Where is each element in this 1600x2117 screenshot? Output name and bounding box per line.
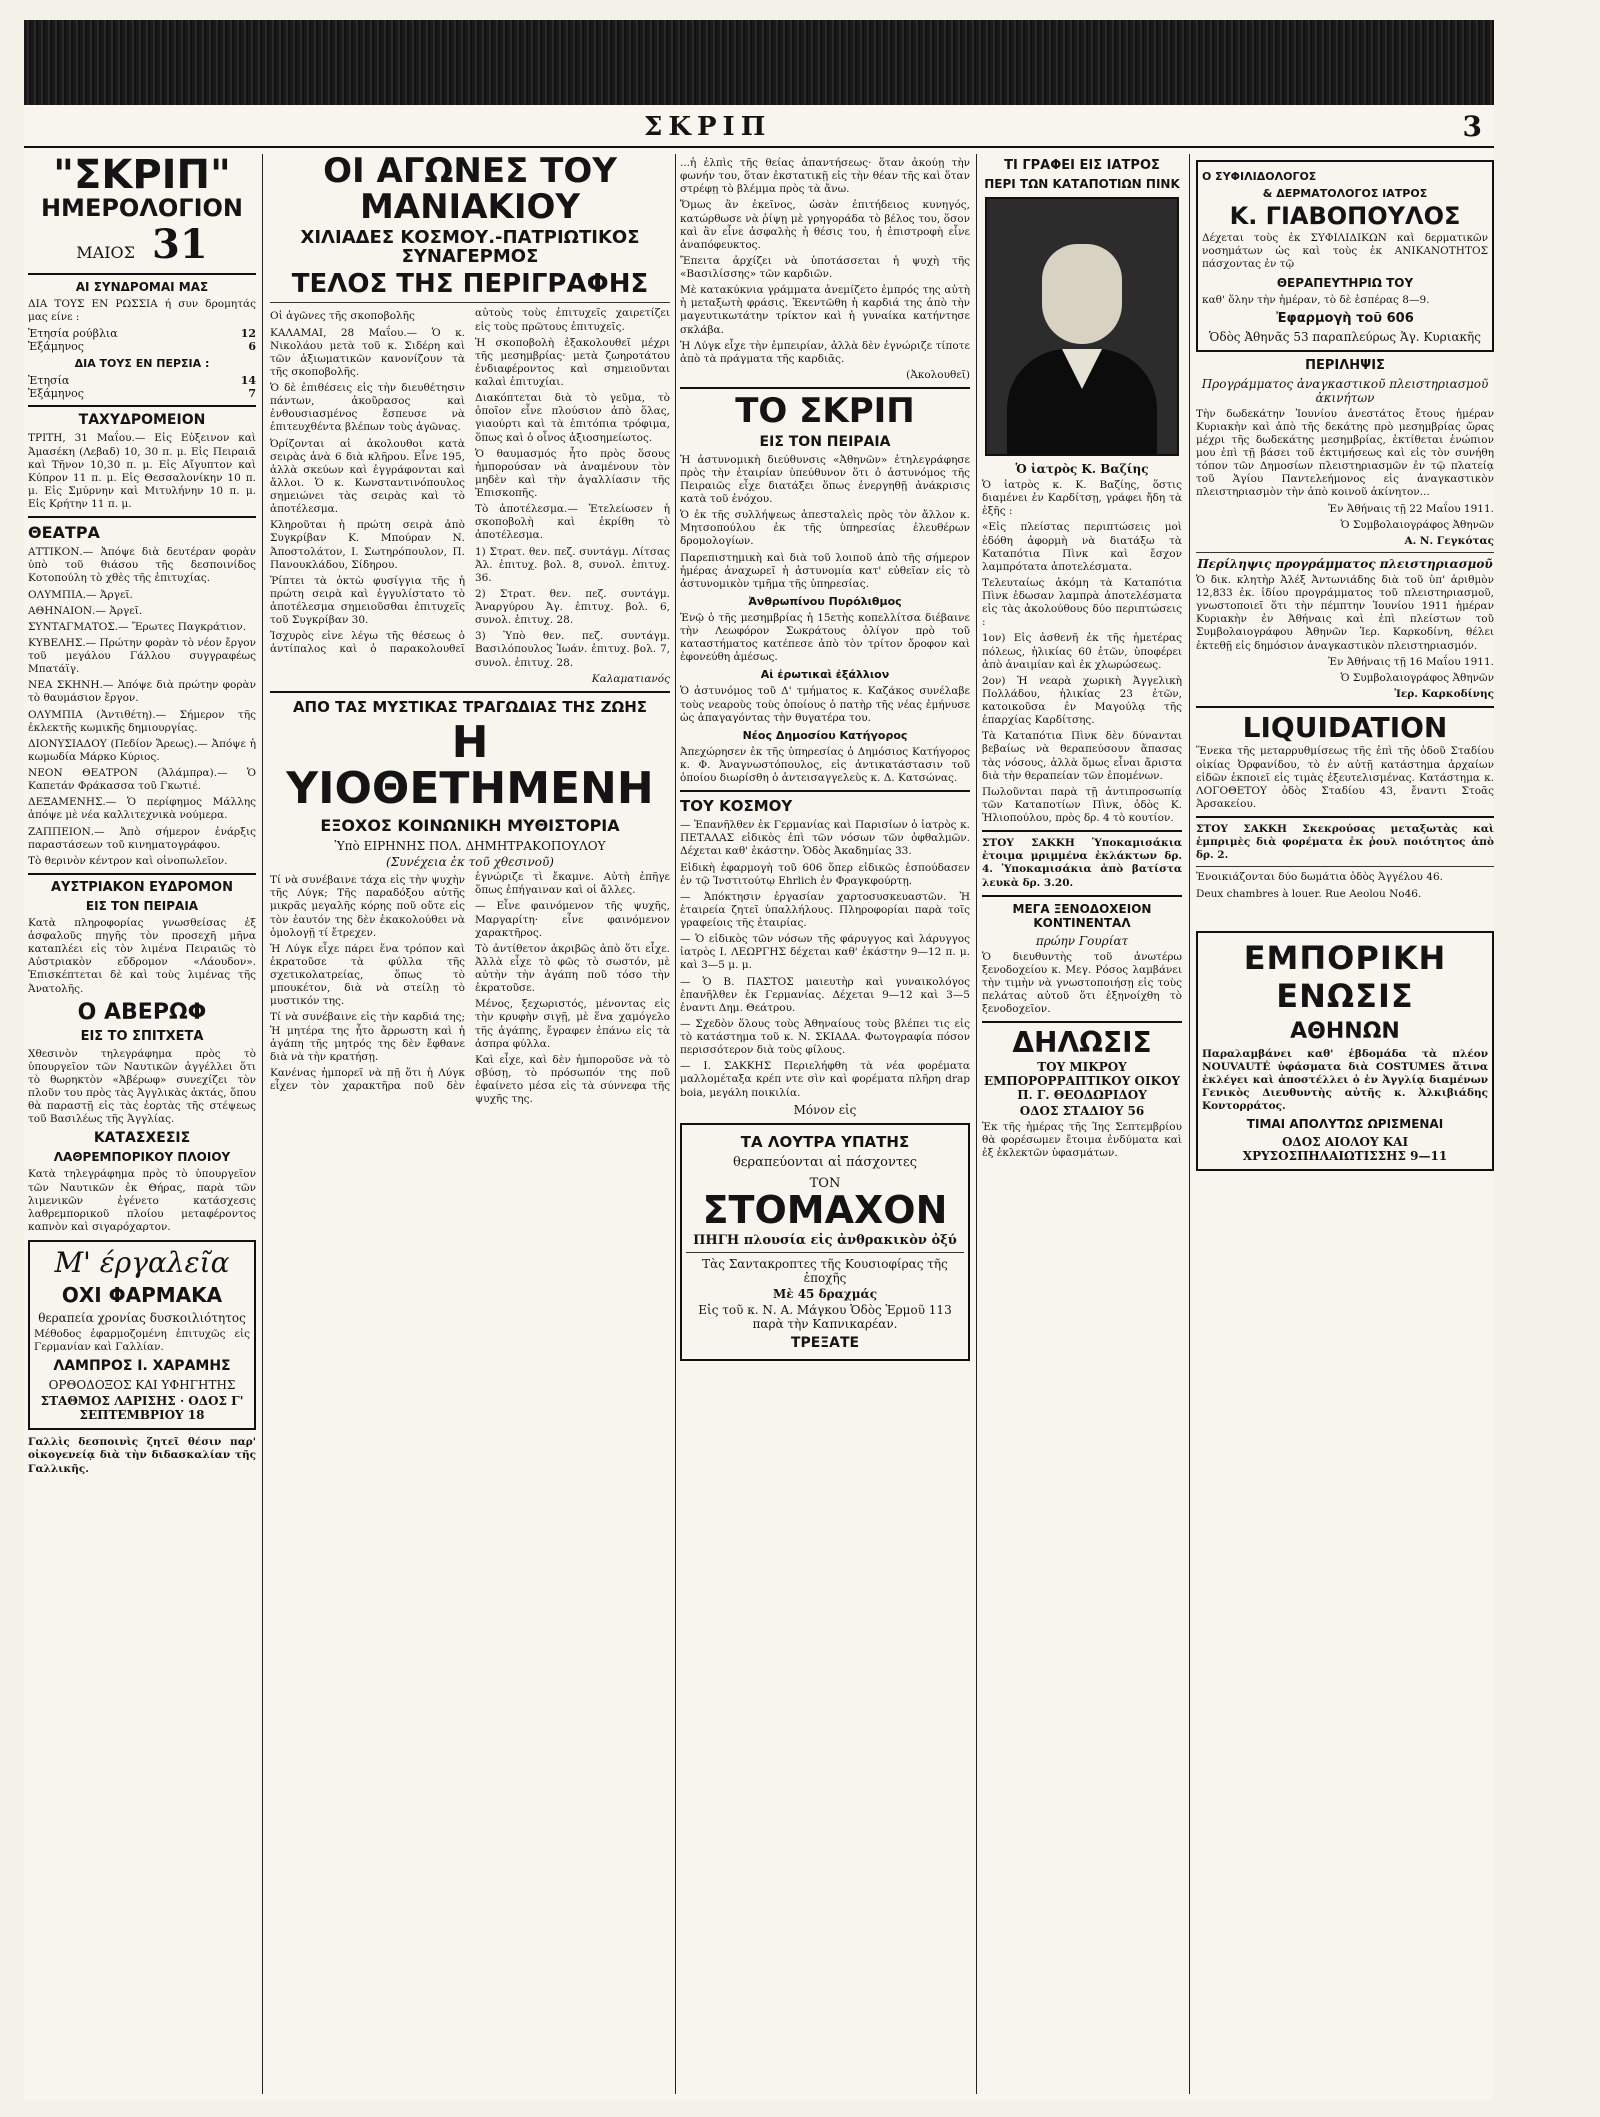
- theatre-item: ΚΥΒΕΛΗΣ.— Πρώτην φορὰν τὸ νέον ἔργον τοῦ μεγάλου Γάλλου συγγραφέως Μπατάϊγ.: [28, 636, 256, 676]
- subscriptions-intro: ΔΙΑ ΤΟΥΣ ΕΝ ΡΩΣΣΙΑ ή συν δρομητάς μας είνε :: [28, 298, 256, 324]
- story-body: [270, 871, 670, 1106]
- ad-role: ΟΡΘΟΔΟΞΟΣ ΚΑΙ ΥΦΗΓΗΤΗΣ: [48, 1378, 236, 1393]
- foreign-heading: ΔΙΑ ΤΟΥΣ ΕΝ ΠΕΡΣΙΑ :: [74, 357, 210, 371]
- sakki-ad-2: ΣΤΟΥ ΣΑΚΚΗ Σκεκρούσας μεταξωτὰς καὶ ἐμπριμὲς διὰ φορέματα ἐκ ῥουλ ποιότητος ἀπὸ δρ. 2.: [1196, 823, 1494, 862]
- article-paragraph: Ὁ δὲ ἐπιθέσεις εἰς τὴν διευθέτησιν πάντων, ἀκοῦρασος καὶ ἐνθουσιασμένος ἔσπευσε νὰ ἐπιτευχθέντα βλέπων τοὺς ἀγῶνας.: [270, 382, 465, 434]
- perilipsis-sign: Ὁ Συμβολαιογράφος Ἀθηνῶν: [1340, 518, 1494, 531]
- post-heading: ΤΑΧΥΔΡΟΜΕΙΟΝ: [78, 412, 206, 429]
- second-text: Ὁ δικ. κλητὴρ Ἀλέξ Ἀντωνιάδης διὰ τοῦ ὑπ' ἀριθμὸν 12,833 ἐκ. ἰδίου προγράμματος τοῦ πλειστηριασμοῦ, γνωστοποιεῖ ὅτι τὴν πέμπτην Ἰουνίου 1911 ἡμέραν Κυριακὴν ἐν Ἀθήναις καὶ ἐπὶ πλείστων τοῦ Συμβολαιογράφου Ἀθηνῶν Ἱερ. Καρκοδίνη, θέλει ἐκτεθῇ εἰς δημόσιον ἀναγκαστικὸν πλειστηριασμόν.: [1196, 573, 1494, 652]
- world-paragraph: — Ἐπανῆλθεν ἐκ Γερμανίας καὶ Παρισίων ὁ ἰατρὸς κ. ΠΕΤΑΛΑΣ εἰδικὸς ἐπὶ τῶν νόσων τῶν ὀφθαλμῶν. Δέχεται καθ' ἑκάστην. Ὁδὸς Ἀκαδημίας 33.: [680, 819, 970, 858]
- column-rule-4: [1189, 154, 1190, 2094]
- newspaper-name: ΣΚΡΙΠ: [644, 112, 772, 142]
- main-subhead-2: ΤΕΛΟΣ ΤΗΣ ΠΕΡΙΓΡΑΦΗΣ: [291, 269, 649, 300]
- doctor-portrait: [985, 197, 1179, 456]
- ad-line2: θεραπεία χρονίας δυσκοιλιότητος: [38, 1311, 246, 1326]
- sub-heading-3: Νέος Δημοσίου Κατήγορος: [742, 728, 908, 742]
- continuation-paragraph: Ἡ Λύγκ εἶχε τὴν ἐμπειρίαν, ἀλλὰ δὲν ἐγνώριζε τίποτε ἀπὸ τὰ πράγματα τῆς καρδιᾶς.: [680, 339, 970, 365]
- hotel-sub: πρώην Γουρίατ: [1035, 933, 1129, 948]
- ad-baths-big: ΣΤΟΜΑΧΟΝ: [702, 1187, 948, 1232]
- pink-paragraph: Τὰ Καταπότια Πὶνκ δὲν δύνανται βεβαίως νὰ θεραπεύσουν ἅπασας τὰς νόσους, ἀλλὰ ὅμως εἶναι ἄριστα διὰ τὴν θεραπείαν τῶν ἐπομένων.: [982, 730, 1182, 782]
- ad-baths-big-line: [686, 1172, 964, 1231]
- theatre-item: ΑΤΤΙΚΟΝ.— Ἀπόψε διὰ δευτέραν φορὰν ὑπὸ τοῦ θιάσου τῆς δεσποινίδος Κοτοπούλη τὸ χθὲς τῆς ἐπιτυχίας.: [28, 546, 256, 585]
- world-paragraph: Εἰδικὴ ἐφαρμογὴ τοῦ 606 ὅπερ εἰδικῶς ἐσπούδασεν ἐν τῷ Ἰνστιτούτῳ Ehrlich ἐν Φραγκφούρτῃ.: [680, 861, 970, 887]
- ad-baths-line5: Εἰς τοῦ κ. Ν. Α. Μάγκου Ὁδὸς Ἑρμοῦ 113 παρὰ τὴν Καπνικαρέαν.: [698, 1302, 952, 1331]
- article-paragraph: Ἰσχυρὸς εἰνε λέγω τῆς θέσεως ὁ ἀντίπαλος καὶ ὁ παρακολουθεῖ αὐτοὺς τοὺς ἐπιτυχεῖς χαιρετίζει εἰς τοὺς πρῶτους ἐπιτυχεῖς.: [270, 307, 670, 656]
- dilosis-sub: ΤΟΥ ΜΙΚΡΟΥ ΕΜΠΟΡΟΡΡΑΠΤΙΚΟΥ ΟΙΚΟΥ Π. Γ. ΘΕΟΔΩΡΙΔΟΥ: [983, 1059, 1181, 1102]
- row-label: Ἐτησία ρούβλια: [28, 327, 118, 341]
- ad-address: ΣΤΑΘΜΟΣ ΛΑΡΙΣΗΣ · ΟΔΟΣ Γ' ΣΕΠΤΕΜΒΡΙΟΥ 18: [40, 1394, 244, 1423]
- theatre-item: ΟΛΥΜΠΙΑ.— Ἀργεῖ.: [28, 588, 133, 601]
- liquidation-text: Ἕνεκα τῆς μεταρρυθμίσεως τῆς ἐπὶ τῆς ὁδοῦ Σταδίου οἰκίας Ὀρφανίδου, τὸ ἐν αὐτῇ κατάστημα ἀρχαίων εἰδῶν ἐκποιεῖ εἰς τιμὰς ἐξευτελισμένας. Κατάστημα κ. ΛΟΓΟΘΕΤΟΥ ὁδὸς Σταδίου 43, ἔναντι Στοᾶς Ἀρσακείου.: [1196, 745, 1494, 810]
- world-heading: ΤΟΥ ΚΟΣΜΟΥ: [680, 797, 793, 816]
- ad-baths-line1: θεραπεύονται αἱ πάσχοντες: [732, 1154, 918, 1170]
- world-paragraph: — Ι. ΣΑΚΚΗΣ Περιελήφθη τὰ νέα φορέματα μαλλομέταξα κρέπ ντε σὶν καὶ φορέματα πλῆρη drap boia, μεγάλη ποικιλία.: [680, 1060, 970, 1099]
- piraeus-body: [680, 454, 970, 591]
- ship2-text: Χθεσινὸν τηλεγράφημα πρὸς τὸ ὑπουργεῖον τῶν Ναυτικῶν ἀγγέλλει ὅτι τὸ θωρηκτὸν «Ἀβέρωφ» συνεχίζει τὸν πλοῦν του πρὸς τὰς Ἀγγλικὰς ἀκτάς, ὅπου θὰ παραστῇ εἰς τὰς ἑορτὰς τῆς στέψεως τοῦ Βασιλέως τῆς Ἀγγλίας.: [28, 1047, 256, 1126]
- ad-title: Μ' έργαλεῖα: [54, 1246, 230, 1280]
- world-body: [680, 819, 970, 1100]
- subscription-row: [28, 327, 256, 340]
- article-signature: Καλαματιανός: [591, 672, 670, 685]
- calendar-subtitle: ΗΜΕΡΟΛΟΓΙΟΝ: [40, 194, 244, 222]
- perilipsis-name: Α. Ν. Γεγκότας: [1404, 534, 1494, 547]
- ad-text: Μέθοδος ἐφαρμοζομένη ἐπιτυχῶς εἰς Γερμανίαν καὶ Γαλλίαν.: [34, 1328, 250, 1354]
- theatre-item: ΔΙΟΝΥΣΙΑΔΟΥ (Πεδίον Ἄρεως).— Ἀπόψε ἡ κωμωδία Μάρκο Κύριος.: [28, 737, 256, 763]
- ship3-heading: ΚΑΤΑΣΧΕΣΙΣ: [93, 1130, 191, 1147]
- theatre-item: ΝΕΟΝ ΘΕΑΤΡΟΝ (Ἀλάμπρα).— Ὁ Καπετάν Φράκασσα τοῦ Γκωτιέ.: [28, 767, 256, 793]
- syph-hours: καθ' ὅλην τὴν ἡμέραν, τὸ δὲ ἑσπέρας 8—9.: [1202, 293, 1430, 306]
- story-author: Ὑπὸ ΕΙΡΗΝΗΣ ΠΟΛ. ΔΗΜΗΤΡΑΚΟΠΟΥΛΟΥ: [334, 839, 606, 854]
- column-4: [982, 154, 1182, 2094]
- story-continuation: [680, 157, 970, 366]
- theatre-list: [28, 546, 256, 868]
- continuation-paragraph: Μὲ κατακύκνια γράμματα ἀνεμίζετο ἐμπρός της αὐτὴ ἡ μεταξωτὴ φράσις. Ἐκεντῶθη ἡ καρδιά της ἀπὸ τὴν μαγευτικωτάτην τρίκτον καὶ ἡ γυναίκα κατήντησε σκλάβα.: [680, 284, 970, 336]
- subscriptions-heading: ΑΙ ΣΥΝΔΡΟΜΑΙ ΜΑΣ: [75, 280, 209, 295]
- portrait-caption: Ὁ ἰατρὸς Κ. Βαζίης: [1015, 462, 1149, 476]
- ship3-text: Κατὰ τηλεγράφημα πρὸς τὸ ὑπουργεῖον τῶν Ναυτικῶν ἐκ Θήρας, παρὰ τῶν λιμενικῶν ἐγένετο κατάσχεσις λαθρεμπορικοῦ πλοίου μεταφέροντος καπνὸν καὶ σιγαρόχαρτον.: [28, 1168, 256, 1233]
- pink-paragraph: 2ον) Ἡ νεαρὰ χωρικὴ Ἀγγελικὴ Πολλάδου, ἡλικίας 23 ἐτῶν, κατοικοῦσα ἐν Μαγούλᾳ τῆς ἐπαρχίας Καρδίτσης.: [982, 674, 1182, 727]
- story-paragraph: Τί νὰ συνέβαινε τάχα εἰς τὴν ψυχὴν τῆς Λύγκ; Τῆς παραδόξου αὐτῆς μικρᾶς μεγαλῆς κόρης ποῦ οὔτε εἰς τὸν ἑαυτόν της δὲν ἐκακολούθει νὰ ὁμολογῇ τί ἔτρεχεν.: [270, 874, 465, 939]
- row-label: Ἑξάμηνος: [28, 340, 84, 354]
- calendar-date: [28, 221, 256, 268]
- syph-text: Δέχεται τοὺς ἐκ ΣΥΦΙΛΙΔΙΚΩΝ καὶ δερματικῶν νοσημάτων ὡς καὶ τοὺς ἐκ ΑΝΙΚΑΝΟΤΗΤΟΣ πάσχοντας ἐν τῷ: [1202, 232, 1488, 271]
- para-1: Ἐνῷ ὁ τῆς μεσημβρίας ἡ 15ετὴς κοπελλίτσα διέβαινε τὴν Λεωφόρον Σωκράτους ὁλίγον πρὸ τοῦ καταστήματος κατέπεσε ἀπὸ τὸν τρίτον ὄροφον καὶ ἐφονεύθη ἀμέσως.: [680, 611, 970, 664]
- perilipsis-date: Ἐν Ἀθήναις τῇ 22 Μαΐου 1911.: [1328, 502, 1494, 515]
- theatre-item: ΑΘΗΝΑΙΟΝ.— Ἀργεῖ.: [28, 604, 143, 617]
- world-paragraph: — Ἀπόκτησιν ἐργασίαν χαρτοσυσκευαστῶν. Ἡ ἑταιρεία ζητεῖ ὑπαλλήλους. Πληροφορίαι παρὰ τοῖς γραφείοις τῆς ἐταιρίας.: [680, 890, 970, 930]
- row-value: 12: [240, 327, 256, 341]
- pink-sub: ΠΕΡΙ ΤΩΝ ΚΑΤΑΠΟΤΙΩΝ ΠΙΝΚ: [984, 177, 1180, 191]
- pink-body: [982, 479, 1182, 825]
- piraeus-heading: ΤΟ ΣΚΡΙΠ: [735, 391, 915, 431]
- ad-baths-line2: ΠΗΓΗ πλουσία εἰς ἀνθρακικὸν ὀξύ: [693, 1232, 957, 1248]
- ad-baths: [680, 1123, 970, 1361]
- ship2-sub: ΕΙΣ ΤΟ ΣΠΙΤΧΕΤΑ: [80, 1028, 204, 1044]
- second-sign: Ὁ Συμβολαιογράφος Ἀθηνῶν: [1340, 671, 1494, 684]
- second-date: Ἐν Ἀθήναις τῇ 16 Μαΐου 1911.: [1328, 655, 1494, 668]
- piraeus-paragraph: Παρεπιστημικὴ καὶ διὰ τοῦ λοιποῦ ἀπὸ τῆς σήμερον ἡμέρας ἀναχωρεῖ ἡ ἀστυνομία κατ' εὐθεῖαν εἰς τὸ ἀστυνομικὸν τμῆμα τῆς ὑπηρεσίας.: [680, 551, 970, 590]
- story-sub: ΕΞΟΧΟΣ ΚΟΙΝΩΝΙΚΗ ΜΥΘΙΣΤΟΡΙΑ: [320, 816, 620, 836]
- calendar-title: "ΣΚΡΙΠ": [53, 154, 231, 198]
- continuation-paragraph: Ἔπειτα ἀρχίζει νὰ ὑποτάσσεται ἡ ψυχὴ τῆς «Βασιλίσσης» τῶν καρδιῶν.: [680, 254, 970, 280]
- column-rule-3: [976, 154, 977, 2094]
- article-paragraph: Διακόπτεται διὰ τὸ γεῦμα, τὸ ὁποῖον εἶνε πλούσιον ἀπὸ ὅλας, γιαούρτι καὶ τὰ ἐπιτόπια τρόφιμα, ὅπως καὶ ὁ οἶνος ἀξιοσημείωτος.: [475, 392, 670, 444]
- story-title: Η ΥΙΟΘΕΤΗΜΕΝΗ: [286, 716, 654, 815]
- newspaper-page: [24, 20, 1494, 2100]
- column-5: [1196, 154, 1494, 2094]
- subscription-row: [28, 374, 256, 387]
- post-text: ΤΡΙΤΗ, 31 Μαΐου.— Εἰς Εὐξεινον καὶ Ἀμασέκη (Λεβαδ) 10, 30 π. μ. Εἰς Πειραιᾶ καὶ Τῆνον 10,30 π. μ. Εἰς Αἴγυπτον καὶ Κύπρον 11 π. μ. Εἰς Θεσσαλονίκην 10 π. μ. Εἰς Σμύρνην καὶ Μιτυλήνην 10 π. μ. Εἰς Κρήτην 11 π. μ.: [28, 432, 256, 511]
- story-kicker: ΑΠΟ ΤΑΣ ΜΥΣΤΙΚΑΣ ΤΡΑΓΩΔΙΑΣ ΤΗΣ ΖΩΗΣ: [292, 697, 648, 716]
- article-paragraph: 3) Ὑπὸ θεν. πεζ. συντάγμ. Βασιλόπουλος Ἰωάν. ἐπιτυχ. βολ. 7, συνολ. ἐπιτυχ. 28.: [475, 630, 670, 669]
- dilosis-heading: ΔΗΛΩΣΙΣ: [1012, 1026, 1152, 1060]
- article-paragraph: Οἱ ἀγῶνες τῆς σκοποβολῆς: [270, 310, 415, 323]
- emporiki-prices: ΤΙΜΑΙ ΑΠΟΛΥΤΩΣ ΩΡΙΣΜΕΝΑΙ: [1246, 1117, 1444, 1132]
- ad-baths-line3: Τὰς Σαντακροπτες τῆς Κουσιοφίρας τῆς ἐποχῆς: [702, 1256, 948, 1285]
- perilipsis-heading: ΠΕΡΙΛΗΨΙΣ: [1305, 357, 1385, 373]
- second-heading: Περίληψις προγράμματος πλειστηριασμοῦ: [1197, 556, 1493, 571]
- theatre-item: ΝΕΑ ΣΚΗΝΗ.— Ἀπόψε διὰ πρώτην φορὰν τὸ θαυμάσιον ἔργον.: [28, 679, 256, 705]
- theatre-heading: ΘΕΑΤΡΑ: [28, 523, 100, 543]
- main-subhead: ΧΙΛΙΑΔΕΣ ΚΟΣΜΟΥ.-ΠΑΤΡΙΩΤΙΚΟΣ ΣΥΝΑΓΕΡΜΟΣ: [300, 227, 640, 268]
- pink-heading: ΤΙ ΓΡΑΦΕΙ ΕΙΣ ΙΑΤΡΟΣ: [1004, 158, 1160, 173]
- ad-baths-line6: ΤΡΕΞΑΤΕ: [790, 1334, 860, 1351]
- story-paragraph: Τί νὰ συνέβαινε εἰς τὴν καρδιά της; Ἡ μητέρα της ἦτο ἄρρωστη καὶ ἡ ἀγάπη τῆς μητρός της δὲν ἔφθανε διὰ νὰ τὴν κρατήσῃ.: [270, 1011, 465, 1063]
- main-headline: ΟΙ ΑΓΩΝΕΣ ΤΟΥ ΜΑΝΙΑΚΙΟΥ: [323, 154, 617, 227]
- story-paragraph: Καὶ εἶχε, καὶ δὲν ἠμποροῦσε νὰ τὸ σβύσῃ, τὸ πρόσωπόν της ποῦ ἐφαίνετο μέσα εἰς τὰ σύννεφα τῆς ψυχῆς της.: [475, 1053, 670, 1106]
- piraeus-paragraph: Ἡ ἀστυνομικὴ διεύθυνσις «Ἀθηνῶν» ἐτηλεγράφησε πρὸς τὴν ἐταιρίαν ὑπεύθυνον ὅτι ὁ ἀστυνόμος τῆς Πειραιῶς εἶχε διατάξει ὅπως ἐνεργηθῇ ἀνάκρισις κατὰ τοῦ ἐνόχου.: [680, 453, 970, 506]
- calendar-day: 31: [152, 221, 208, 269]
- pink-paragraph: Τελευταίως ἀκόμη τὰ Καταπότια Πὶνκ ἐδωσαν λαμπρὰ ἀποτελέσματα εἰς τὰς ἀκολούθους δύο περιπτώσεις :: [982, 576, 1182, 629]
- row-label: Ἐτησία: [28, 374, 70, 388]
- syphilis-doctor-ad: [1196, 160, 1494, 352]
- article-paragraph: ΚΑΛΑΜΑΙ, 28 Μαΐου.— Ὁ κ. Νικολάου μετὰ τοῦ κ. Σιδέρη καὶ τῶν ἀξιωματικῶν κανονίζουν τὰ τῆς σκοποβολῆς.: [270, 326, 465, 378]
- sub-heading-2: Αἱ ἐρωτικαὶ ἐξάλλιον: [760, 668, 890, 682]
- subscription-rows: [28, 327, 256, 353]
- ad-baths-line4: Μὲ 45 δραχμάς: [772, 1286, 878, 1301]
- column-3: [680, 154, 970, 2094]
- row-value: 14: [240, 374, 256, 388]
- syph-clinic: ΘΕΡΑΠΕΥΤΗΡΙΩ ΤΟΥ: [1276, 275, 1414, 290]
- theatre-item: ΣΥΝΤΑΓΜΑΤΟΣ.— Ἔρωτες Παγκράτιον.: [28, 620, 247, 633]
- pink-paragraph: 1ον) Εἰς ἀσθενῆ ἐκ τῆς ἡμετέρας πόλεως, ἡλικίας 60 ἐτῶν, ὑποφέρει ἀπὸ ἀναιμίαν καὶ ἐκ χλωρώσεως.: [982, 632, 1182, 671]
- continuation-paragraph: Ὅμως ἂν ἐκεῖνος, ὡσὰν ἐπιτήδειος κυνηγός, κατώρθωσε νὰ ῥίψῃ μὲ γρηγοράδα τὸ βέλος του, ὅσον καὶ ἂν εἶνε ἀσφαλὴς ἡ θέσις του, ἡ ἐπιστροφὴ εἶνε ἀναπόφευκτος.: [680, 199, 970, 251]
- ad-baths-title: ΤΑ ΛΟΥΤΡΑ ΥΠΑΤΗΣ: [740, 1132, 910, 1151]
- world-paragraph: — Ὁ Β. ΠΑΣΤΟΣ μαιευτὴρ καὶ γυναικολόγος ἐπανῆλθεν ἐκ Γερμανίας. Δέχεται 9—12 καὶ 3—5 ἐναντι Δημ. Θεάτρου.: [680, 975, 970, 1014]
- ad-baths-ton: ΤΟΝ: [809, 1175, 841, 1191]
- ad-only-label: Μόνον εἰς: [793, 1102, 857, 1117]
- perilipsis-text: Τὴν δωδεκάτην Ἰουνίου ἀνεστάτος ἔτους ἡμέραν Κυριακὴν καὶ ἀπὸ τῆς δεκάτης πρὸ μεσημβρίας ὥρας μέχρι τῆς δωδεκάτης μεσημβρίας, ἐκτίθεται ἐνώπιον μου ἐπὶ τῇ βάσει τοῦ ἐκτιμήσεως καὶ εἰς τὸν συνήθη τόπον τῶν Δημοσίων πλειστηριασμῶν ἐν τῷ πλατείᾳ τοῦ Ἁγίου Παντελεήμονος εἰς ἀναγκαστικὸν πλειστηριασμὸν τὴν ἀπὸ κοινοῦ ἀκίνητον...: [1196, 407, 1494, 499]
- emporiki-address: ΟΔΟΣ ΑΙΟΛΟΥ ΚΑΙ ΧΡΥΣΟΣΠΗΛΑΙΩΤΙΣΣΗΣ 9—11: [1242, 1135, 1448, 1164]
- ship3-sub: ΛΑΘΡΕΜΠΟΡΙΚΟΥ ΠΛΟΙΟΥ: [53, 1150, 231, 1165]
- ad-line1: ΟΧΙ ΦΑΡΜΑΚΑ: [61, 1283, 223, 1308]
- article-paragraph: Τὸ ἀποτέλεσμα.— Ἐτελείωσεν ἡ σκοποβολὴ καὶ ἐκρίθη τὸ ἀποτέλεσμα.: [475, 503, 670, 542]
- para-3: Ἀπεχώρησεν ἐκ τῆς ὑπηρεσίας ὁ Δημόσιος Κατήγορος κ. Φ. Ἀναγνωστόπουλος, εἰς ἀντικατάστασιν τοῦ ὁποίου διωρίσθη ὁ ἀντεισαγγελεὺς κ. Δ. Κατσώνας.: [680, 745, 970, 785]
- subscription-row: [28, 340, 256, 353]
- foreign-rows: [28, 374, 256, 400]
- article-paragraph: Ὁ θαυμασμός ἦτο πρὸς ὅσους ἠμπορούσαν νὰ ἀναμένουν τὸν μηδὲν καὶ τὴν ἀγαλλίασιν τῆς Ἐπισκοπῆς.: [475, 447, 670, 500]
- article-paragraph: Ὀρίζονται αἱ ἀκολουθοι κατὰ σειρὰς ἀνὰ 6 διὰ κλῆρου. Εἶνε 195, ἀλλὰ σκεύων καὶ ἐγγράφονται καὶ ἄλλοι. Ὁ κ. Κωνσταντινόπουλος σημειώνει τὰς σειρὰς καὶ τὸ ἀποτέλεσμα.: [270, 437, 465, 516]
- piraeus-sub: ΕΙΣ ΤΟΝ ΠΕΙΡΑΙΑ: [759, 433, 891, 450]
- story-paragraph: Ἡ Λύγκ εἶχε πάρει ἕνα τρόπον καὶ ἐκρατοῦσε τὰ φύλλα τῆς σχετικολατρείας, ὅπως τὸ μπουκέτον, διὰ νὰ στείλῃ τὸ μυστικόν της.: [270, 942, 465, 1008]
- perilipsis-sub: Προγράμματος ἀναγκαστικοῦ πλειστηριασμοῦ ἀκινήτων: [1201, 376, 1489, 405]
- row-value: 6: [248, 340, 256, 354]
- theatre-item: Τὸ θερινὸν κέντρον καὶ οἰνοπωλεῖον.: [28, 854, 228, 867]
- ad-name: ΛΑΜΠΡΟΣ Ι. ΧΑΡΑΜΗΣ: [53, 1358, 231, 1375]
- story-continuation-sign: (Ἀκολουθεῖ): [906, 368, 970, 381]
- calendar-month: ΜΑΙΟΣ: [76, 243, 135, 263]
- dilosis-address: ΟΔΟΣ ΣΤΑΔΙΟΥ 56: [1019, 1103, 1145, 1118]
- column-rule-1: [262, 154, 263, 2094]
- rent-text: Ἐνοικιάζονται δύο δωμάτια ὁδὸς Ἀγγέλου 46.: [1196, 871, 1443, 884]
- top-dark-band: [24, 20, 1494, 105]
- para-2: Ὁ ἀστυνόμος τοῦ Δ' τμήματος κ. Καζάκος συνέλαβε τοὺς νεαροὺς τοὺς ὁποίους ὁ πατὴρ τῆς νέας ἐμήνυσε ὡς ἀπαγαγόντας τὴν θυγατέρα του.: [680, 685, 970, 724]
- bottom-notice: Γαλλὶς δεσποινὶς ζητεῖ θέσιν παρ' οἰκογενείᾳ διὰ τὴν διδασκαλίαν τῆς Γαλλικῆς.: [28, 1436, 256, 1475]
- syph-line2: & ΔΕΡΜΑΤΟΛΟΓΟΣ ΙΑΤΡΟΣ: [1262, 187, 1428, 200]
- world-paragraph: — Σχεδὸν ὅλους τοὺς Ἀθηναίους τοὺς βλέπει τις εἰς τὸ κατάστημα τοῦ κ. Ν. ΣΚΙΑΔΑ. Φωτογραφία πόσον περισσότερον διὰ τοὺς φίλους.: [680, 1017, 970, 1057]
- sakki-ad-1: ΣΤΟΥ ΣΑΚΚΗ Ὑποκαμισάκια ἐτοιμα μριμμένα ἐκλάκτων δρ. 4. Ὑποκαμισάκια ἀπὸ βατίστα λευκὰ δρ. 3.20.: [982, 837, 1182, 889]
- syph-address: Ὁδὸς Ἀθηνᾶς 53 παραπλεύρως Ἁγ. Κυριακῆς: [1209, 329, 1481, 344]
- article-paragraph: Ἡ σκοποβολὴ ἐξακολουθεῖ μέχρι τῆς μεσημβρίας· μετὰ ζωηροτάτου ἐνδιαφέροντος καὶ σημειοῦνται καλαὶ ἐπιτυχίαι.: [475, 336, 670, 389]
- emporiki-ad: [1196, 931, 1494, 1172]
- hotel-heading: ΜΕΓΑ ΞΕΝΟΔΟΧΕΙΟΝ ΚΟΝΤΙΝΕΝΤΑΛ: [1012, 901, 1152, 930]
- column-2: [270, 154, 670, 2094]
- article-body: [270, 307, 670, 669]
- liquidation-heading: LIQUIDATION: [1242, 711, 1448, 745]
- article-paragraph: Κληροῦται ἡ πρώτη σειρὰ ἀπὸ Συγκρίβαν Κ. Μπούραν Ν. Ἀποστολάτον, Ι. Σωτηρόπουλον, Π. Πανουκλάδου, Σίδηρου.: [270, 519, 465, 571]
- story-paragraph: Κανένας ἠμπορεῖ νὰ πῇ ὅτι ἡ Λύγκ εἶχεν τὸν χαρακτῆρα ποῦ δὲν ἐγνώριζε τὶ ἔκαμνε. Αὐτὴ ἐπῆγε ὅπως ἐπήγαιναν καὶ οἱ ἄλλες.: [270, 871, 670, 1093]
- story-paragraph: Μένος, ξεχωριστός, μένοντας εἰς τὴν κρυφὴν σιγῇ, μὲ ἕνα χαμόγελο τῆς ἀγάπης, ἔγραφεν ἐπάνω εἰς τὰ ἀσπρα φύλλα.: [475, 998, 670, 1050]
- pink-paragraph: «Εἰς πλείστας περιπτώσεις μοὶ ἐδόθη ἀφορμὴ νὰ διατάξω τὰ Καταπότια Πὶνκ καὶ ἔσχον λαμπρότατα ἀποτελέσματα.: [982, 521, 1182, 573]
- pink-paragraph: Ὁ ἰατρὸς κ. Κ. Βαζίης, ὅστις διαμένει ἐν Καρδίτσῃ, γράφει ἤδη τὰ ἑξῆς :: [982, 479, 1182, 518]
- ship1-text: Κατὰ πληροφορίας γνωσθείσας ἐξ ἀσφαλοῦς πηγῆς τὸν προσεχῆ μῆνα καταπλέει εἰς τὸν λιμένα Πειραιῶς τὸ Αὐστριακὸν εὔδρομον «Λάουδον». Ἐπισκέπτεται δὲ καὶ τοὺς λιμένας τῆς Ἀνατολῆς.: [28, 916, 256, 995]
- piraeus-paragraph: Ὁ ἐκ τῆς συλλήψεως ἀπεσταλεὶς πρὸς τὸν ἄλλον κ. Μητσοπούλου ἐκ τῆς ὑπηρεσίας ἐλευθέρων δρομολογίων.: [680, 509, 970, 548]
- emporiki-text: Παραλαμβάνει καθ' ἑβδομάδα τὰ πλέον NOUVAUTÉ ὑφάσματα διὰ COSTUMES ἅτινα ἐκλέγει καὶ ἀποστέλλει ὁ ἐν Ἀγγλίᾳ διαμένων Γενικὸς Διευθυντὴς αὐτῆς κ. Ἀλκιβιάδης Κοντορράτος.: [1202, 1047, 1488, 1113]
- story-paragraph: Τὸ ἀντίθετον ἀκριβῶς ἀπὸ ὅτι εἶχε. Ἀλλὰ εἶχε τὸ φῶς τὸ σωστόν, μὲ αὐτὴν τὴν ἀγάπη ποῦ τόσο τὴν ἐκρατοῦσε.: [475, 942, 670, 995]
- dilosis-text: Ἐκ τῆς ἡμέρας τῆς Ἰης Σεπτεμβρίου θὰ φορέσωμεν ἔτοιμα ἐνδύματα καὶ ἐξ ἐκλεκτῶν ὑφασμάτων.: [982, 1120, 1182, 1159]
- masthead: [24, 112, 1494, 148]
- row-value: 7: [248, 387, 256, 401]
- article-paragraph: 1) Στρατ. θεν. πεζ. συντάγμ. Λίτσας Ἀλ. ἐπιτυχ. βολ. 8, συνολ. ἐπιτυχ. 36.: [475, 545, 670, 584]
- subscription-row: [28, 387, 256, 400]
- ship2-heading: Ο ΑΒΕΡΩΦ: [77, 999, 207, 1025]
- page-number: 3: [1462, 110, 1482, 143]
- syph-name: Κ. ΓΙΑΒΟΠΟΥΛΟΣ: [1229, 202, 1461, 230]
- pink-paragraph: Πωλοῦνται παρὰ τῇ ἀντιπροσωπίᾳ τῶν Καταποτίων Πὶνκ, ὁδὸς Κ. Ἠλιοπούλου, πρὸς δρ. 4 τὸ κουτίον.: [982, 785, 1182, 824]
- second-name: Ἱερ. Καρκοδίνης: [1394, 687, 1494, 700]
- sub-heading-1: Ἀνθρωπίνου Πυρόλιθμος: [748, 594, 902, 608]
- story-continued: (Συνέχεια ἐκ τοῦ χθεσινοῦ): [386, 855, 554, 870]
- hotel-text: Ὁ διευθυντὴς τοῦ ἀνωτέρω ξενοδοχείου κ. Μεγ. Ρόσος λαμβάνει τὴν τιμὴν νὰ γνωστοποιήσῃ εἰς τοὺς πελάτας αὐτοῦ ὅτι ἐξηνοίχθη τὸ ξενοδοχεῖον.: [982, 950, 1182, 1016]
- emporiki-heading: ΕΜΠΟΡΙΚΗ ΕΝΩΣΙΣ: [1243, 938, 1447, 1015]
- continuation-paragraph: ...ἡ ἐλπὶς τῆς θείας ἀπαντήσεως· ὅταν ἀκούῃ τὴν φωνήν του, ὅταν ἐκστατικῇ εἰς τὴν θέαν τῆς καὶ ὅταν στρέφῃ τὸ βλέμμα πρὸς τὰ ἄνω.: [680, 157, 970, 196]
- column-rule-2: [675, 154, 676, 2094]
- theatre-item: ΖΑΠΠΕΙΟΝ.— Ἀπὸ σήμερον ἐνάρξις παραστάσεων τοῦ κινηματογράφου.: [28, 825, 256, 851]
- story-paragraph: — Εἶνε φαινόμενον τῆς ψυχῆς, Μαργαρίτη· εἶνε φαινόμενον χαρακτῆρος.: [475, 900, 670, 939]
- emporiki-sub: ΑΘΗΝΩΝ: [1290, 1018, 1400, 1044]
- syph-606: Ἐφαρμογὴ τοῦ 606: [1276, 310, 1414, 326]
- ship1-sub: ΕΙΣ ΤΟΝ ΠΕΙΡΑΙΑ: [85, 898, 199, 913]
- syph-line1: Ο ΣΥΦΙΛΙΔΟΛΟΓΟΣ: [1202, 170, 1317, 183]
- row-label: Ἑξάμηνος: [28, 387, 84, 401]
- ad-ergaleia: [28, 1240, 256, 1430]
- theatre-item: ΟΛΥΜΠΙΑ (Ἀντιθέτη).— Σήμερον τῆς ἐκλεκτῆς κωμικῆς δημιουργίας.: [28, 708, 256, 734]
- article-paragraph: Ῥίπτει τὰ ὀκτὼ φυσίγγια τῆς ἡ πρώτη σειρὰ καὶ ἐγγυλίστατο τὸ ἀποτέλεσμα σημειοῦσθαι ἐπιτυχεῖς τοῦ Συγκρίβαν 30.: [270, 574, 465, 627]
- article-paragraph: 2) Στρατ. θεν. πεζ. συντάγμ. Ἀναργύρου Ἀγ. ἐπιτυχ. βολ. 6, συνολ. ἐπιτυχ. 28.: [475, 587, 670, 627]
- rent-text-fr: Deux chambres à louer. Rue Aeolou No46.: [1196, 887, 1422, 900]
- column-1: [28, 154, 256, 2094]
- theatre-item: ΔΕΞΑΜΕΝΗΣ.— Ὁ περίφημος Μάλλης ἀπόψε μὲ νέα καλλιτεχνικὰ νούμερα.: [28, 796, 256, 822]
- ship1-heading: ΑΥΣΤΡΙΑΚΟΝ ΕΥΔΡΟΜΟΝ: [51, 879, 233, 895]
- world-paragraph: — Ὁ εἰδικὸς τῶν νόσων τῆς φάρυγγος καὶ λάρυγγος ἰατρὸς Ι. ΛΕΩΡΓΗΣ δέχεται καθ' ἑκάστην 9—12 π. μ. καὶ 3—5 μ. μ.: [680, 933, 970, 972]
